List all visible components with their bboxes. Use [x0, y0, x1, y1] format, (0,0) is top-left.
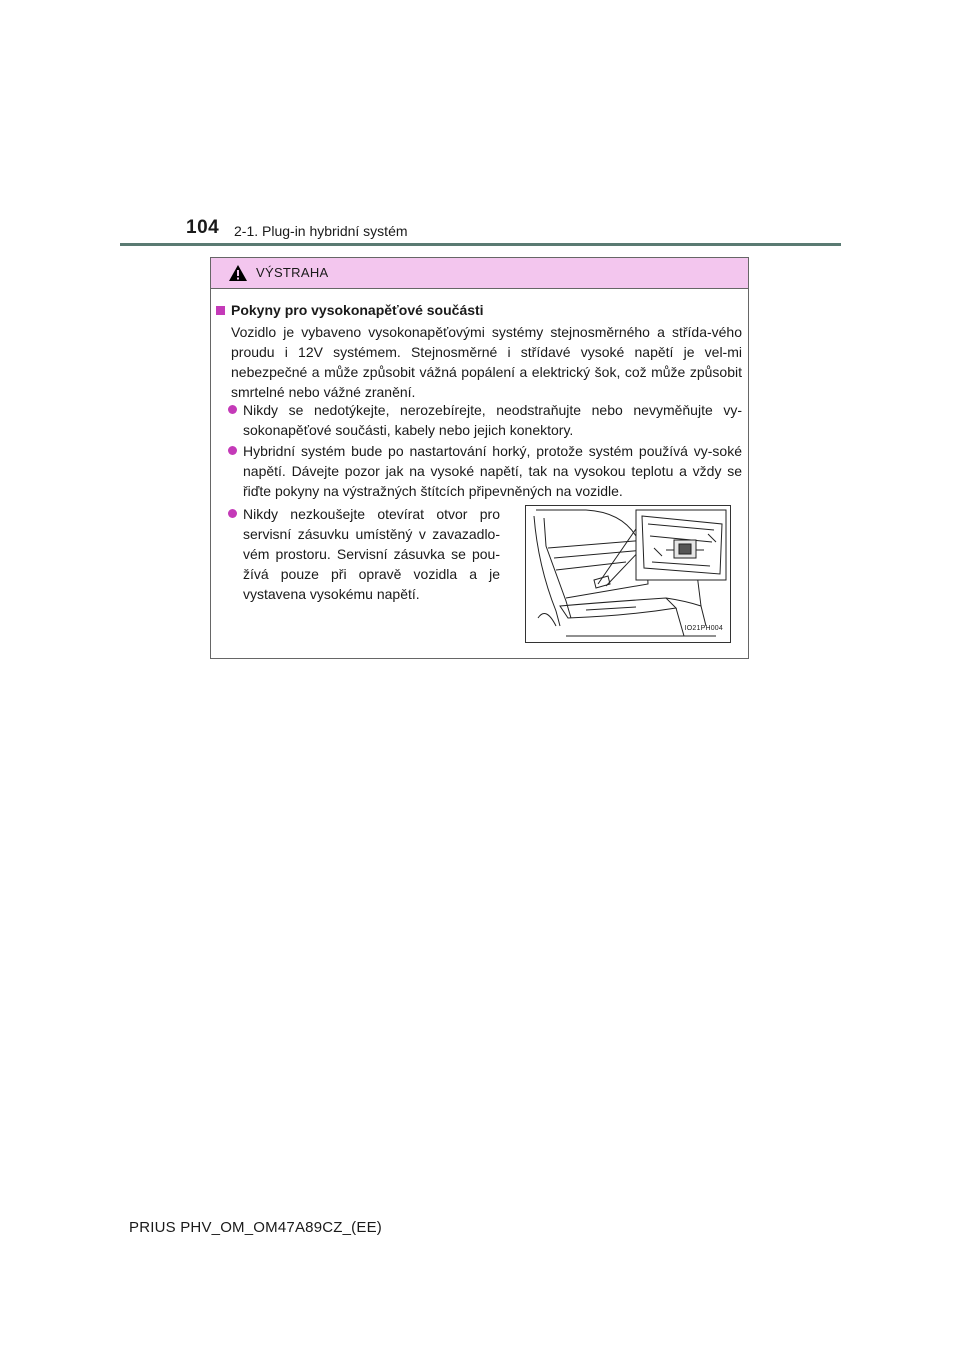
page-number: 104 — [186, 217, 220, 238]
bullet-item-1: Nikdy se nedotýkejte, nerozebírejte, neodstraňujte nebo nevyměňujte vy-sokonapěťové součásti, kabely nebo jejich konektory. — [243, 402, 742, 438]
bullet-item-2: Hybridní systém bude po nastartování horký, protože systém používá vy-soké napětí. Dávejte pozor jak na vysoké napětí, tak na vysokou teplotu a vždy se řiďte pokyny na výstražných štítcích připevněných na vozidle. — [243, 443, 742, 499]
section-title: 2-1. Plug-in hybridní systém — [234, 223, 408, 239]
warning-content — [211, 289, 748, 658]
bullet-dot-icon — [228, 405, 237, 414]
manual-id: PRIUS PHV_OM_OM47A89CZ_(EE) — [129, 1219, 382, 1236]
warning-heading-text: Pokyny pro vysokonapěťové součásti — [231, 302, 484, 318]
bullet-dot-icon — [228, 446, 237, 455]
figure-code: IO21PH004 — [684, 625, 723, 632]
warning-heading — [216, 300, 484, 320]
header-rule — [120, 243, 841, 246]
warning-title: VÝSTRAHA — [256, 265, 329, 280]
warning-header — [211, 258, 748, 289]
service-plug-illustration — [525, 505, 731, 643]
bullet-item-3: Nikdy nezkoušejte otevírat otvor pro servisní zásuvku umístěný v zavazadlo-vém prostoru. Servisní zásuvka se pou-žívá pouze při opravě vozidla a je vystavena vysokému napětí. — [243, 506, 500, 602]
bullet-dot-icon — [228, 509, 237, 518]
warning-intro: Vozidlo je vybaveno vysokonapěťovými systémy stejnosměrného a střída-vého proudu i 12V systémem. Stejnosměrné i střídavé vysoké napětí je vel-mi nebezpečné a může způsobit vážná popálení a elektrický šok, což může způsobit smrtelné nebo vážné zranění. — [231, 324, 742, 400]
warning-triangle-icon — [228, 264, 248, 282]
warning-box — [210, 257, 749, 659]
square-bullet-icon — [216, 306, 225, 315]
